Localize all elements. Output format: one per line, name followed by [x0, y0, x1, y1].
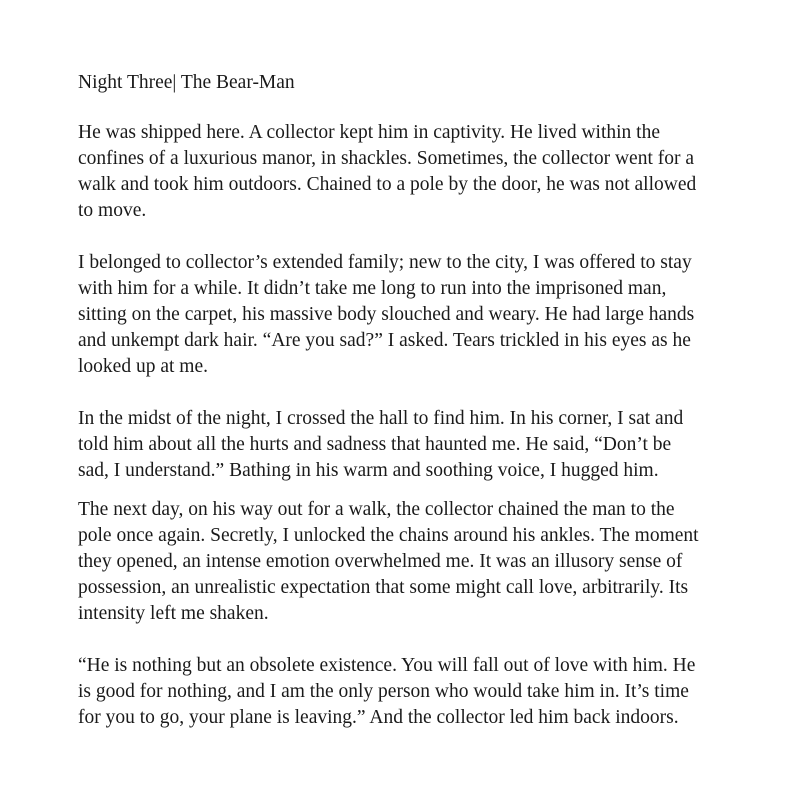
paragraph-3 — [78, 406, 683, 484]
text-line: is good for nothing, and I am the only person who would take him in. It’s time — [78, 681, 689, 702]
paragraph-2 — [78, 250, 694, 380]
text-line: pole once again. Secretly, I unlocked the chains around his ankles. The moment — [78, 525, 699, 546]
text-line: they opened, an intense emotion overwhelmed me. It was an illusory sense of — [78, 551, 683, 572]
page-title: Night Three| The Bear-Man — [78, 72, 295, 93]
text-line: I belonged to collector’s extended family; new to the city, I was offered to stay — [78, 252, 692, 273]
text-line: possession, an unrealistic expectation that some might call love, arbitrarily. Its — [78, 577, 689, 598]
text-line: In the midst of the night, I crossed the hall to find him. In his corner, I sat and — [78, 408, 684, 429]
text-line: sad, I understand.” Bathing in his warm and soothing voice, I hugged him. — [78, 460, 659, 481]
paragraph-4 — [78, 497, 699, 627]
text-line: told him about all the hurts and sadness that haunted me. He said, “Don’t be — [78, 434, 672, 455]
text-line: sitting on the carpet, his massive body slouched and weary. He had large hands — [78, 304, 695, 325]
text-line: intensity left me shaken. — [78, 603, 269, 624]
text-line: The next day, on his way out for a walk, the collector chained the man to the — [78, 499, 675, 520]
text-line: and unkempt dark hair. “Are you sad?” I asked. Tears trickled in his eyes as he — [78, 330, 691, 351]
text-line: looked up at me. — [78, 356, 208, 377]
text-line: “He is nothing but an obsolete existence. You will fall out of love with him. He — [78, 655, 696, 676]
text-line: confines of a luxurious manor, in shackles. Sometimes, the collector went for a — [78, 148, 695, 169]
text-line: He was shipped here. A collector kept him in captivity. He lived within the — [78, 122, 660, 143]
paragraph-5 — [78, 653, 695, 731]
text-line: for you to go, your plane is leaving.” And the collector led him back indoors. — [78, 707, 679, 728]
text-line: to move. — [78, 200, 147, 221]
text-line: walk and took him outdoors. Chained to a pole by the door, he was not allowed — [78, 174, 697, 195]
paragraph-1 — [78, 120, 696, 224]
text-line: with him for a while. It didn’t take me long to run into the imprisoned man, — [78, 278, 667, 299]
